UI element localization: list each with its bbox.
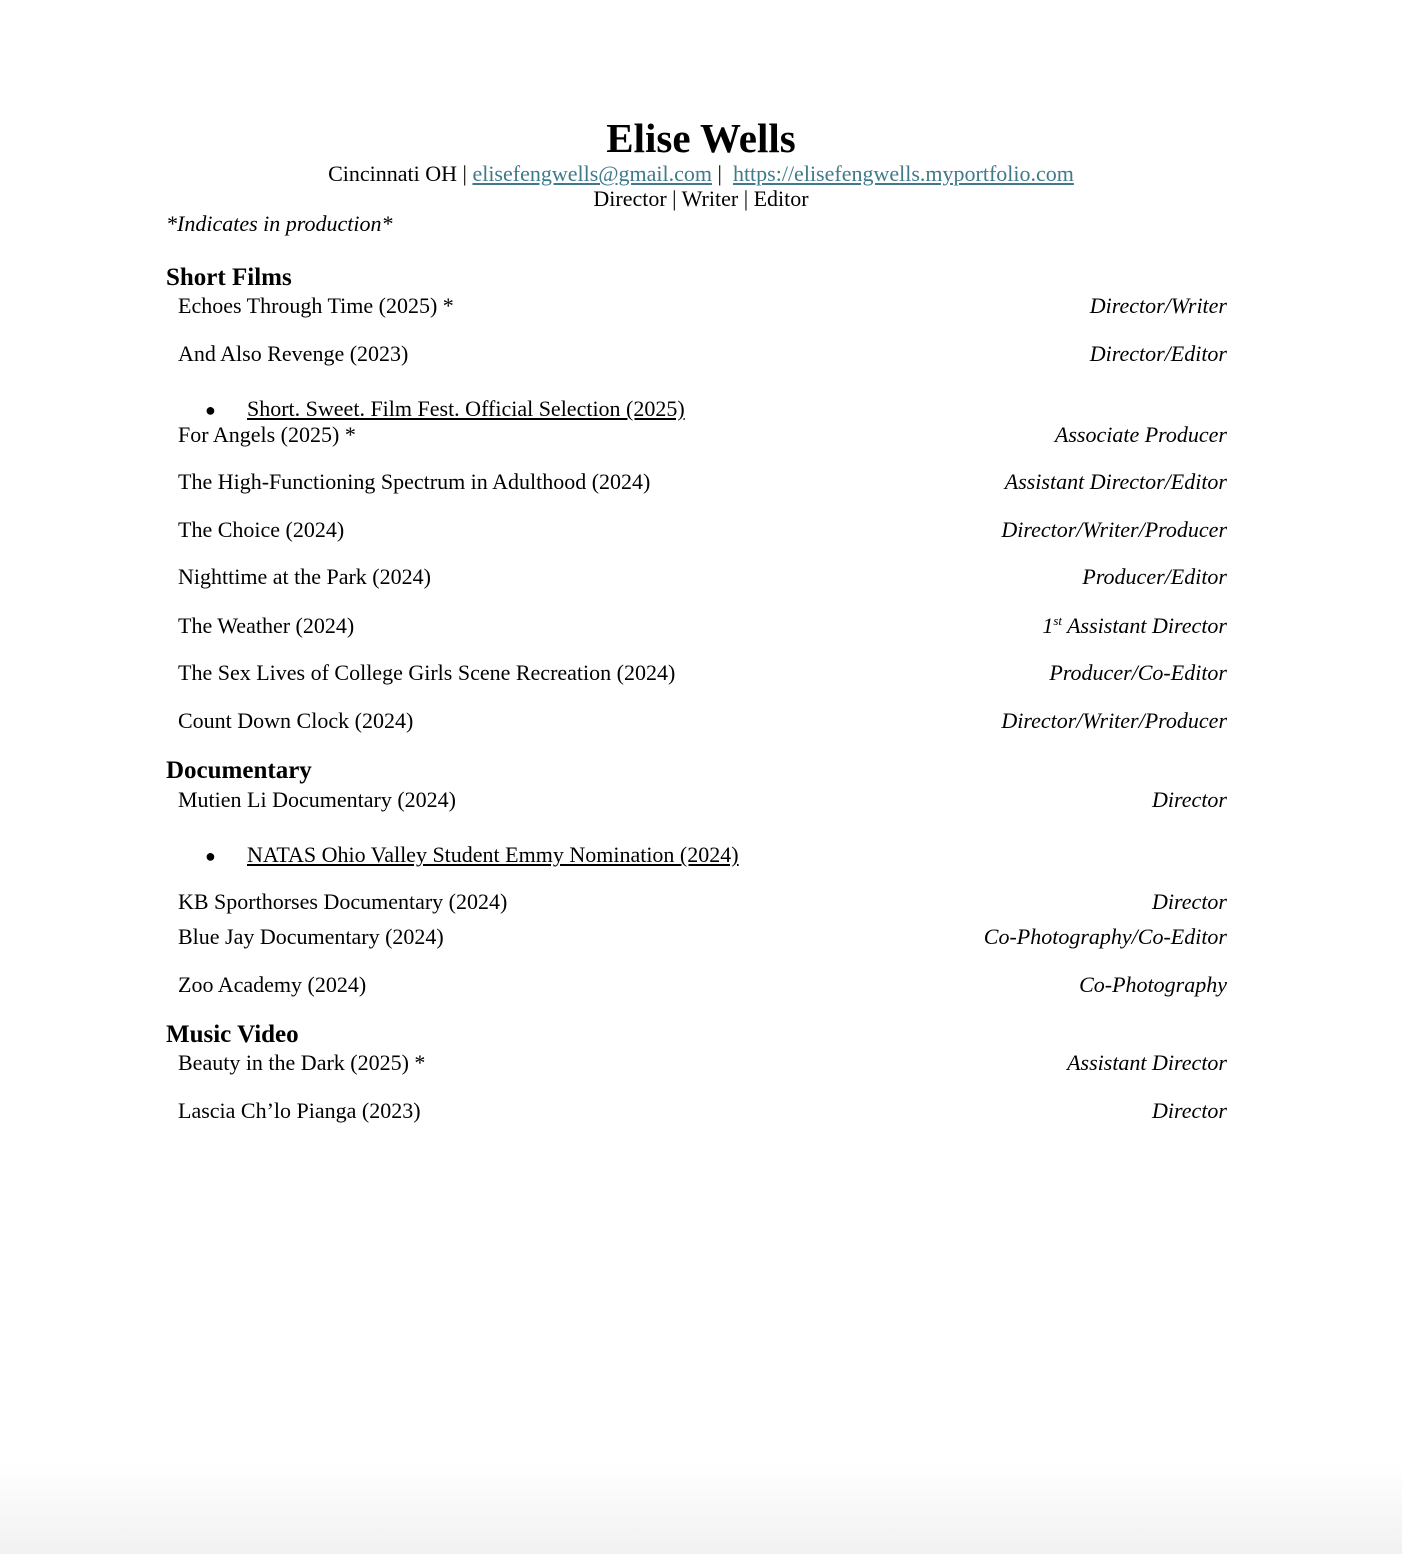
credit-row <box>178 786 1227 814</box>
credit-row <box>178 516 1227 544</box>
credit-role-text: Assistant Director <box>1061 613 1227 638</box>
portfolio-link[interactable]: https://elisefengwells.myportfolio.com <box>732 161 1074 186</box>
credit-title: Blue Jay Documentary (2024) <box>178 924 444 949</box>
bullet-icon: ● <box>205 400 216 420</box>
credit-title: Zoo Academy (2024) <box>178 972 367 997</box>
credit-row <box>178 1097 1227 1125</box>
resume-name: Elise Wells <box>606 115 796 161</box>
section-heading-documentary: Documentary <box>166 757 312 784</box>
credit-role: Director <box>1152 787 1227 812</box>
credit-role: Co-Photography <box>1079 972 1227 997</box>
credit-role: Director/Writer/Producer <box>1001 517 1227 542</box>
contact-line <box>0 160 1402 188</box>
credit-role: Assistant Director <box>1067 1050 1227 1075</box>
ordinal-suffix: st <box>1053 613 1062 628</box>
location-text: Cincinnati OH | <box>328 161 473 186</box>
credit-row <box>178 707 1227 735</box>
credit-row <box>178 421 1227 449</box>
credit-title: For Angels (2025) * <box>178 422 356 447</box>
credit-role: Director/Writer/Producer <box>1001 708 1227 733</box>
credit-title: KB Sporthorses Documentary (2024) <box>178 889 508 914</box>
credit-title: Mutien Li Documentary (2024) <box>178 787 456 812</box>
credit-row <box>178 563 1227 591</box>
section-heading-short-films: Short Films <box>166 264 292 291</box>
credit-title: The Sex Lives of College Girls Scene Recreation (2024) <box>178 660 676 685</box>
credit-role <box>1042 612 1227 640</box>
credit-title: Lascia Ch’lo Pianga (2023) <box>178 1098 421 1123</box>
credit-role: Director/Editor <box>1089 341 1227 366</box>
credit-row <box>178 340 1227 368</box>
roles-line: Director | Writer | Editor <box>593 186 809 211</box>
credit-title: The Weather (2024) <box>178 613 355 638</box>
email-link[interactable]: elisefengwells@gmail.com <box>472 161 713 186</box>
credit-title: And Also Revenge (2023) <box>178 341 409 366</box>
section-heading-music-video: Music Video <box>166 1021 299 1048</box>
credit-row <box>178 659 1227 687</box>
credit-role: Director/Writer <box>1089 293 1227 318</box>
award-text: NATAS Ohio Valley Student Emmy Nomination (2024) <box>247 842 739 867</box>
credit-title: Nighttime at the Park (2024) <box>178 564 431 589</box>
contact-separator: | <box>712 161 733 186</box>
credit-title: Beauty in the Dark (2025) * <box>178 1050 426 1075</box>
award-text: Short. Sweet. Film Fest. Official Selection (2025) <box>247 396 685 421</box>
credit-role: Associate Producer <box>1054 422 1227 447</box>
credit-row <box>178 468 1227 496</box>
credit-row <box>178 292 1227 320</box>
credit-row <box>178 923 1227 951</box>
award-item <box>205 395 685 423</box>
credit-role: Director <box>1152 889 1227 914</box>
credit-title: The Choice (2024) <box>178 517 345 542</box>
credit-row <box>178 971 1227 999</box>
credit-role: Assistant Director/Editor <box>1004 469 1227 494</box>
credit-row <box>178 1049 1227 1077</box>
credit-row <box>178 612 1227 640</box>
award-item <box>205 841 739 869</box>
production-note: *Indicates in production* <box>166 211 393 236</box>
ordinal-number: 1 <box>1042 613 1054 638</box>
credit-role: Director <box>1152 1098 1227 1123</box>
credit-title: The High-Functioning Spectrum in Adulthood (2024) <box>178 469 651 494</box>
credit-role: Producer/Editor <box>1082 564 1227 589</box>
credit-title: Count Down Clock (2024) <box>178 708 414 733</box>
credit-row <box>178 888 1227 916</box>
credit-role: Producer/Co-Editor <box>1049 660 1227 685</box>
page-bottom-shade <box>0 1464 1402 1554</box>
bullet-icon: ● <box>205 846 216 866</box>
credit-title: Echoes Through Time (2025) * <box>178 293 454 318</box>
credit-role: Co-Photography/Co-Editor <box>983 924 1227 949</box>
